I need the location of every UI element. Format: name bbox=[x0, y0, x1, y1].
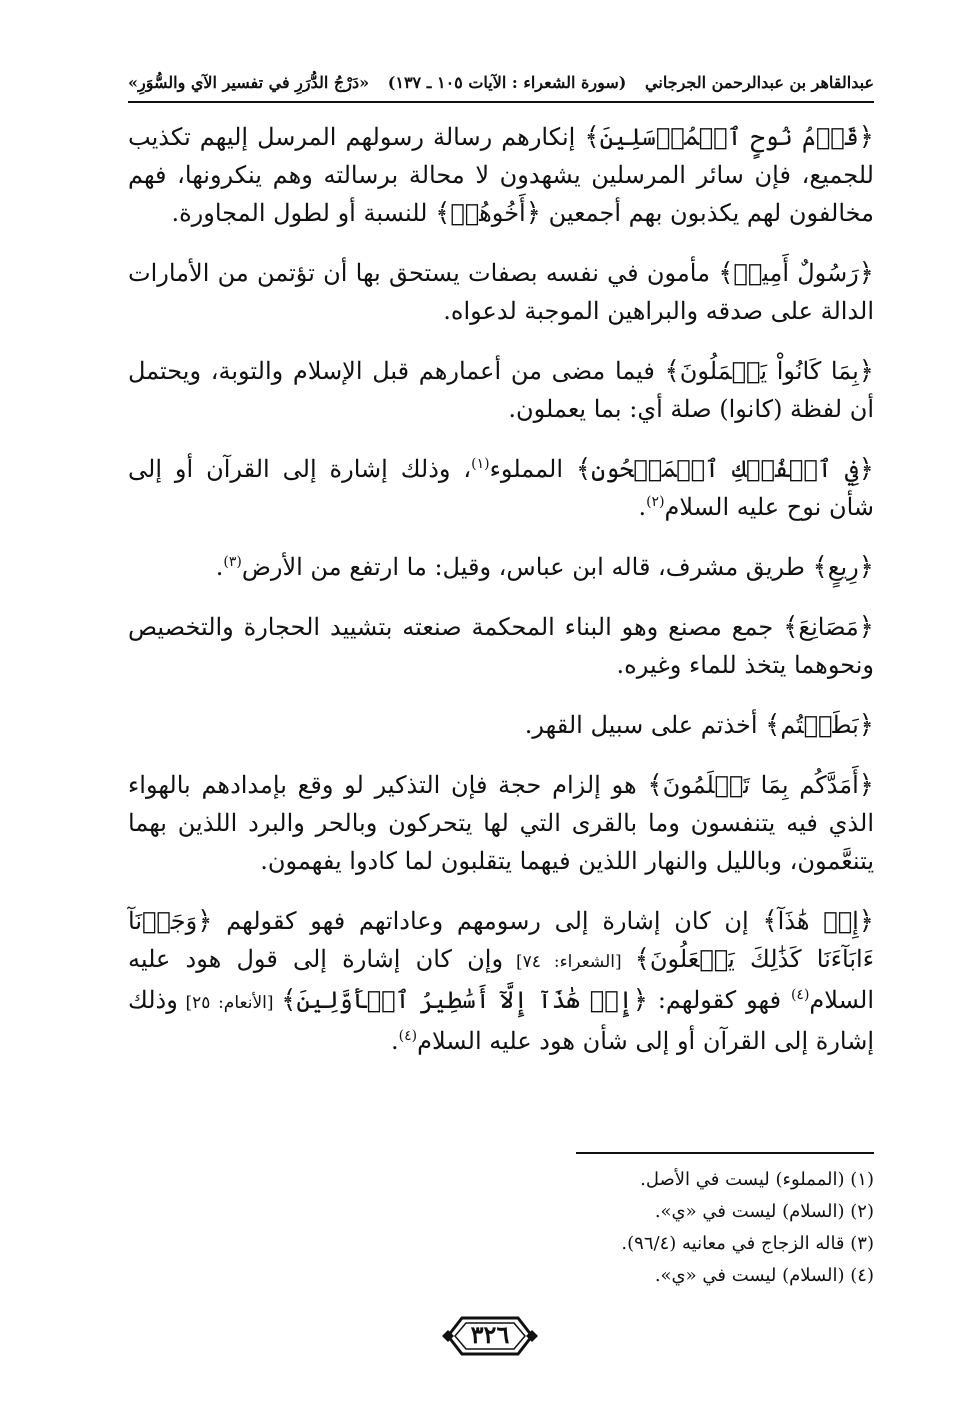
paragraph-text: للنسبة أو لطول المجاورة. bbox=[171, 199, 436, 227]
paragraph-3: ﴿بِمَا كَانُواْ يَعۡمَلُونَ﴾ فيما مضى من أعمارهم قبل الإسلام والتوبة، ويحتمل أن لفظة (كانوا) صلة أي: بما يعملون. bbox=[128, 356, 875, 423]
paragraph-7: ﴿بَطَشۡتُم﴾ أخذتم على سبيل القهر. bbox=[524, 710, 874, 740]
paragraph-2: ﴿رَسُولٌ أَمِينٞ﴾ مأمون في نفسه بصفات يستحق بها أن تؤتمن من الأمارات الدالة على صدقه والبراهين الموجبة لدعواه. bbox=[128, 258, 875, 325]
paragraph-text: طريق مشرف، قاله ابن عباس، وقيل: ما ارتفع من الأرض bbox=[241, 553, 813, 581]
paragraph-text: إن كان إشارة إلى رسومهم وعاداتهم فهو كقولهم bbox=[212, 907, 763, 935]
quran-phrase: قَوۡمُ نُوحٍ ٱلۡمُرۡسَلِينَ bbox=[599, 123, 859, 151]
paragraph-text: . bbox=[638, 493, 647, 521]
quran-phrase: رِيعٍ bbox=[827, 553, 859, 581]
paragraph-text: . bbox=[215, 553, 224, 581]
paragraph-1: ﴿قَوۡمُ نُوحٍ ٱلۡمُرۡسَلِينَ﴾ إنكارهم رسالة رسولهم المرسل إليهم تكذيب للجميع، فإن سائر المرسلين يشهدون لا محالة برسالته وهم ينكرونها، فهم مخالفون لهم يكذبون بهم أجمعين ﴿أَخُوهُمۡ﴾ للنسبة أو لطول المجاورة. bbox=[128, 122, 875, 228]
quran-phrase: أَخُوهُمۡ bbox=[450, 199, 526, 227]
footnote-ref: (٤) bbox=[398, 1028, 418, 1044]
quran-phrase: بَطَشۡتُم bbox=[780, 711, 859, 739]
page-number: ٣٢٦ bbox=[470, 1320, 510, 1349]
paragraph-text: وإن كان إشارة إلى قول هود عليه السلام bbox=[128, 945, 874, 1014]
footnotes bbox=[128, 1164, 874, 1292]
paragraph-text: إنكارهم رسالة رسولهم المرسل إليهم تكذيب للجميع، فإن سائر المرسلين يشهدون لا محالة برسالته وهم ينكرونها، فهم مخالفون لهم يكذبون بهم أجمعين bbox=[128, 123, 874, 227]
quran-phrase: بِمَا كَانُواْ يَعۡمَلُونَ bbox=[679, 357, 859, 385]
quran-phrase: رَسُولٌ أَمِينٞ bbox=[733, 259, 859, 287]
quran-phrase: مَصَانِعَ bbox=[798, 613, 859, 641]
quran-phrase: إِنۡ هَٰذَآ إِلَّآ أَسَٰطِيرُ ٱلۡأَوَّلِينَ bbox=[296, 986, 633, 1014]
paragraph-text: فهو كقولهم: bbox=[647, 986, 791, 1014]
paragraph-text: وذلك إشارة إلى القرآن أو إلى شأن هود عليه السلام bbox=[128, 986, 874, 1055]
paragraph-text: ، وذلك إشارة إلى القرآن أو إلى شأن نوح عليه السلام bbox=[128, 455, 874, 521]
footnote-3: (٣) قاله الزجاج في معانيه (٩٦/٤). bbox=[621, 1233, 874, 1254]
header-section: (سورة الشعراء : الآيات ١٠٥ ـ ١٣٧) bbox=[387, 72, 627, 92]
footnote-2: (٢) (السلام) ليست في «ي». bbox=[654, 1201, 874, 1222]
paragraph-9: ﴿إِنۡ هَٰذَآ﴾ إن كان إشارة إلى رسومهم وعاداتهم فهو كقولهم ﴿وَجَدۡنَآ ءَابَآءَنَا كَذَٰلِكَ يَفۡعَلُونَ﴾ [الشعراء: ٧٤] وإن كان إشارة إلى قول هود عليه السلام$^{(٤)}$ فهو كقولهم: ﴿إِنۡ هَٰذَآ إِلَّآ أَسَٰطِيرُ ٱلۡأَوَّلِينَ﴾ [الأنعام: ٢٥] وذلك إشارة إلى القرآن أو إلى شأن هود عليه السلام$^{(٤)}$. bbox=[128, 906, 875, 1055]
paragraph-text: . bbox=[390, 1027, 399, 1055]
paragraph-text: هو إلزام حجة فإن التذكير لو وقع بإمدادهم بالهواء الذي فيه يتنفسون وما بالقرى التي لها يتحركون وبالحر والبرد اللذين بهما يتنعَّمون، وبالليل والنهار اللذين فيهما يتقلبون لما كادوا يفهمون. bbox=[128, 771, 874, 875]
header-author: عبدالقاهر بن عبدالرحمن الجرجاني bbox=[645, 72, 874, 92]
footnote-ref: (١) bbox=[471, 456, 490, 472]
quran-phrase: إِنۡ هَٰذَآ bbox=[777, 907, 859, 935]
paragraph-text: جمع مصنع وهو البناء المحكمة صنعته بتشييد الحجارة والتخصيص ونحوهما يتخذ للماء وغيره. bbox=[128, 613, 874, 679]
paragraph-text: أخذتم على سبيل القهر. bbox=[524, 711, 766, 739]
paragraph-text: المملوء bbox=[489, 455, 576, 483]
paragraph-6: ﴿مَصَانِعَ﴾ جمع مصنع وهو البناء المحكمة صنعته بتشييد الحجارة والتخصيص ونحوهما يتخذ للماء وغيره. bbox=[128, 612, 874, 679]
footnote-4: (٤) (السلام) ليست في «ي». bbox=[654, 1265, 874, 1286]
quran-phrase: أَمَدَّكُم بِمَا تَعۡلَمُونَ bbox=[662, 771, 859, 799]
footnote-rule bbox=[576, 1152, 874, 1154]
footnote-1: (١) (المملوء) ليست في الأصل. bbox=[640, 1169, 874, 1190]
footnote-ref: (٣) bbox=[223, 554, 242, 570]
verse-reference: [الأنعام: ٢٥] bbox=[177, 993, 282, 1013]
quran-phrase: وَجَدۡنَآ ءَابَآءَنَا كَذَٰلِكَ يَفۡعَلُونَ bbox=[128, 907, 875, 973]
paragraph-4: ﴿فِي ٱلۡفُلۡكِ ٱلۡمَشۡحُونِ﴾ المملوء$^{(١)}$، وذلك إشارة إلى القرآن أو إلى شأن نوح عليه السلام$^{(٢)}$. bbox=[128, 454, 874, 521]
paragraph-text: فيما مضى من أعمارهم قبل الإسلام والتوبة، ويحتمل أن لفظة (كانوا) صلة أي: بما يعملون. bbox=[128, 357, 874, 423]
verse-reference: [الشعراء: ٧٤] bbox=[503, 952, 635, 972]
running-header bbox=[128, 66, 874, 98]
paragraph-8: ﴿أَمَدَّكُم بِمَا تَعۡلَمُونَ﴾ هو إلزام حجة فإن التذكير لو وقع بإمدادهم بالهواء الذي فيه يتنفسون وما بالقرى التي لها يتحركون وبالحر والبرد اللذين بهما يتنعَّمون، وبالليل والنهار اللذين فيهما يتقلبون لما كادوا يفهمون. bbox=[128, 770, 874, 875]
page-number-ornament bbox=[440, 1310, 540, 1362]
quran-phrase: فِي ٱلۡفُلۡكِ ٱلۡمَشۡحُونِ bbox=[591, 455, 859, 483]
footnote-ref: (٢) bbox=[646, 494, 665, 510]
paragraph-5: ﴿رِيعٍ﴾ طريق مشرف، قاله ابن عباس، وقيل: ما ارتفع من الأرض$^{(٣)}$. bbox=[215, 552, 874, 582]
paragraph-text: مأمون في نفسه بصفات يستحق بها أن تؤتمن من الأمارات الدالة على صدقه والبراهين الموجبة لدعواه. bbox=[128, 259, 874, 325]
footnote-ref: (٤) bbox=[790, 987, 810, 1003]
body-text bbox=[128, 118, 874, 1082]
header-book-title: «دَرْجُ الدُّرَرِ في تفسير الآي والسُّوَرِ» bbox=[128, 72, 370, 92]
header-rule bbox=[128, 101, 874, 103]
